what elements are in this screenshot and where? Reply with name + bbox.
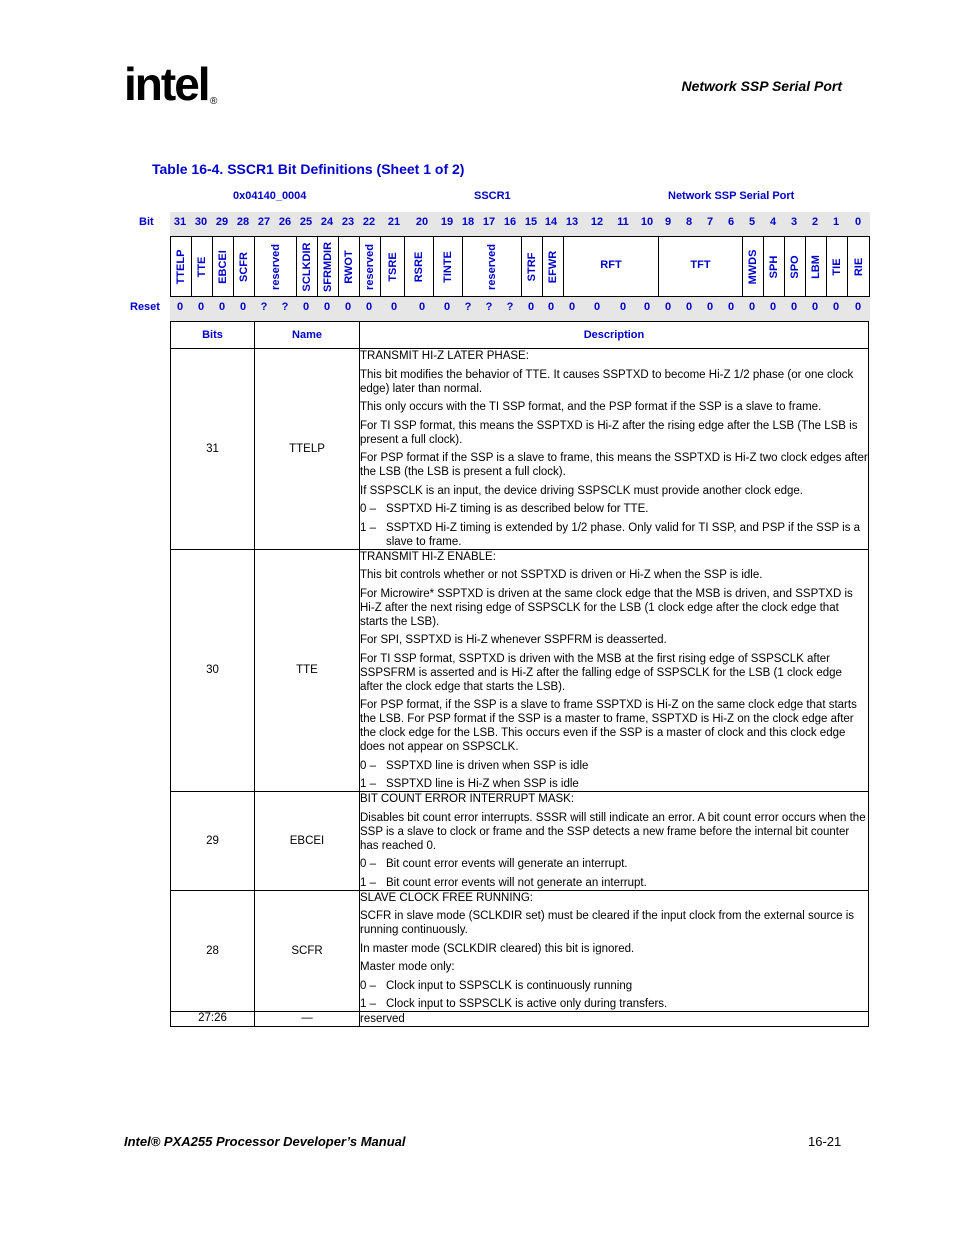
description-paragraph: reserved (360, 1013, 405, 1025)
option-line (360, 857, 868, 871)
description-paragraph: If SSPSCLK is an input, the device driving SSPSCLK must provide another clock edge. (360, 484, 803, 497)
description-paragraph: SLAVE CLOCK FREE RUNNING: (360, 891, 533, 904)
bit-number: 13 (565, 216, 579, 228)
reset-value: 0 (811, 301, 819, 313)
description-paragraph: TRANSMIT HI-Z LATER PHASE: (360, 350, 529, 362)
field-name: RSRE (413, 251, 425, 282)
field-name: EFWR (547, 250, 559, 283)
reset-value: ? (281, 301, 289, 313)
field-cell (848, 237, 869, 296)
table-row (171, 792, 869, 891)
bit-number: 2 (811, 216, 819, 228)
bit-number: 22 (362, 216, 376, 228)
option-key: 1 – (360, 876, 376, 889)
field-name: SCLKDIR (301, 242, 313, 291)
option-line (360, 979, 868, 993)
field-cell (255, 237, 297, 296)
reset-value: 0 (619, 301, 627, 313)
row-bits: 28 (171, 890, 255, 1012)
col-description: Description (360, 322, 869, 349)
option-text: Bit count error events will not generate an interrupt. (386, 876, 647, 889)
reset-value: 0 (443, 301, 451, 313)
field-cell (381, 237, 405, 296)
bit-number: 10 (640, 216, 654, 228)
reset-value: 0 (547, 301, 555, 313)
description-paragraph: For PSP format if the SSP is a slave to frame, this means the SSPTXD is Hi-Z two clock edges after the LSB (the LSB is present a full clock). (360, 452, 868, 478)
field-name: STRF (526, 252, 538, 281)
field-cell (764, 237, 785, 296)
field-cell (434, 237, 463, 296)
reset-value: 0 (365, 301, 373, 313)
option-line (360, 997, 868, 1011)
field-cell (659, 237, 743, 296)
bit-number: 27 (257, 216, 271, 228)
bit-number: 21 (387, 216, 401, 228)
field-name: SPH (768, 255, 780, 278)
description-paragraph: TRANSMIT HI-Z ENABLE: (360, 550, 496, 563)
bit-number: 14 (544, 216, 558, 228)
reset-value-band (170, 297, 870, 321)
reset-value: 0 (664, 301, 672, 313)
table-row (171, 549, 869, 792)
reset-value: 0 (239, 301, 247, 313)
option-line (360, 521, 868, 549)
reset-value: 0 (854, 301, 862, 313)
row-bits: 29 (171, 792, 255, 891)
table-row (171, 1012, 869, 1027)
bit-number: 5 (748, 216, 756, 228)
reset-label: Reset (130, 301, 160, 313)
reset-value: ? (260, 301, 268, 313)
bit-number: 31 (173, 216, 187, 228)
field-name: reserved (269, 243, 282, 290)
reset-value: 0 (527, 301, 535, 313)
reset-value: ? (506, 301, 514, 313)
bit-number: 3 (790, 216, 798, 228)
reset-value: 0 (790, 301, 798, 313)
description-paragraph: Disables bit count error interrupts. SSSR will still indicate an error. A bit count error occurs when the SSP is a slave to clock or frame and the SSP detects a new frame before the internal bit counter has reached 0. (360, 811, 866, 852)
field-name: LBM (810, 254, 822, 279)
row-bits: 27:26 (171, 1012, 255, 1027)
register-address: 0x04140_0004 (233, 190, 307, 202)
field-name: TTE (196, 256, 208, 277)
bit-number: 4 (769, 216, 777, 228)
field-name: reserved (364, 243, 376, 290)
option-key: 0 – (360, 759, 376, 772)
bit-number: 0 (854, 216, 862, 228)
bit-label: Bit (139, 216, 154, 228)
field-name: TINTE (442, 250, 454, 283)
field-cell (360, 237, 381, 296)
reset-value: 0 (390, 301, 398, 313)
option-line (360, 876, 868, 890)
bit-number: 28 (236, 216, 250, 228)
bit-number: 1 (832, 216, 840, 228)
field-cell (743, 237, 764, 296)
register-name: SSCR1 (474, 190, 511, 202)
svg-text:®: ® (210, 96, 218, 107)
description-paragraph: This bit modifies the behavior of TTE. It causes SSPTXD to become Hi-Z 1/2 phase (or one clock edge) later than normal. (360, 368, 854, 395)
row-description (360, 1012, 869, 1027)
svg-text:intel: intel (124, 58, 209, 110)
intel-logo (124, 58, 224, 123)
intel-logo-graphic (124, 58, 224, 118)
row-bits: 31 (171, 349, 255, 550)
reset-value: 0 (748, 301, 756, 313)
field-name: RIE (852, 257, 865, 276)
bit-number-band (170, 212, 870, 236)
reset-value: 0 (218, 301, 226, 313)
bit-number: 23 (341, 216, 355, 228)
bit-number: 11 (617, 216, 629, 228)
bit-number: 17 (482, 216, 496, 228)
reset-value: 0 (643, 301, 651, 313)
bit-number: 25 (299, 216, 313, 228)
option-line (360, 777, 868, 791)
option-key: 1 – (360, 521, 376, 534)
row-name: SCFR (255, 890, 360, 1012)
description-paragraph: This only occurs with the TI SSP format, and the PSP format if the SSP is a slave to frame. (360, 401, 822, 413)
bit-number: 18 (461, 216, 475, 228)
description-paragraph: In master mode (SCLKDIR cleared) this bit is ignored. (360, 942, 635, 955)
field-cell (463, 237, 522, 296)
col-bits: Bits (171, 322, 255, 349)
option-key: 0 – (360, 979, 376, 992)
description-paragraph: This bit controls whether or not SSPTXD is driven or Hi-Z when the SSP is idle. (360, 569, 763, 581)
option-key: 1 – (360, 998, 376, 1010)
field-name: SPO (789, 254, 801, 279)
row-description (360, 792, 869, 891)
reset-value: 0 (418, 301, 426, 313)
option-key: 0 – (360, 503, 376, 515)
field-name: TSRE (386, 251, 399, 282)
field-name: MWDS (747, 249, 759, 284)
field-cell (339, 237, 360, 296)
reset-value: 0 (727, 301, 735, 313)
field-name: TIE (831, 257, 843, 276)
row-description (360, 349, 869, 550)
option-text: SSPTXD line is Hi-Z when SSP is idle (386, 778, 579, 790)
description-paragraph: BIT COUNT ERROR INTERRUPT MASK: (360, 793, 575, 805)
option-text: SSPTXD Hi-Z timing is extended by 1/2 phase. Only valid for TI SSP, and PSP if the SSP is a slave to frame. (386, 521, 861, 548)
bit-number-row (130, 212, 870, 236)
table-title: Table 16-4. SSCR1 Bit Definitions (Sheet 1 of 2) (152, 161, 465, 177)
field-name: SCFR (238, 251, 250, 282)
section-title: Network SSP Serial Port (681, 78, 842, 94)
option-text: Clock input to SSPSCLK is active only during transfers. (386, 998, 668, 1010)
field-cell (213, 237, 234, 296)
row-description (360, 890, 869, 1012)
row-name: TTE (255, 549, 360, 792)
description-paragraph: Master mode only: (360, 961, 455, 973)
bit-number: 7 (706, 216, 714, 228)
field-cell (543, 237, 564, 296)
option-text: SSPTXD Hi-Z timing is as described below for TTE. (386, 503, 649, 515)
field-name: RFT (600, 259, 622, 271)
option-text: Bit count error events will generate an interrupt. (386, 858, 628, 870)
reset-value: 0 (593, 301, 601, 313)
manual-title: Intel® PXA255 Processor Developer’s Manual (124, 1134, 406, 1149)
reset-value: ? (485, 301, 493, 313)
table-row (171, 890, 869, 1012)
option-key: 0 – (360, 858, 376, 870)
option-line (360, 502, 868, 516)
field-cell (405, 237, 434, 296)
bit-number: 15 (524, 216, 538, 228)
field-name: TFT (690, 259, 711, 271)
bit-number: 19 (440, 216, 454, 228)
reset-value: 0 (685, 301, 693, 313)
description-paragraph: For Microwire* SSPTXD is driven at the same clock edge that the MSB is driven, and SSPTXD is Hi-Z after the next rising edge of SSPSCLK for the LSB (1 clock edge after the clock edge that starts the LSB). (360, 587, 853, 628)
bit-number: 26 (278, 216, 292, 228)
reset-value: 0 (832, 301, 840, 313)
bit-number: 29 (215, 216, 229, 228)
option-line (360, 759, 868, 773)
description-paragraph: For SPI, SSPTXD is Hi-Z whenever SSPFRM is deasserted. (360, 634, 667, 646)
field-name: SFRMDIR (322, 241, 334, 292)
row-name: TTELP (255, 349, 360, 550)
field-cell (827, 237, 848, 296)
option-text: SSPTXD line is driven when SSP is idle (386, 759, 589, 772)
bit-number: 16 (503, 216, 517, 228)
reset-value: 0 (706, 301, 714, 313)
page-number: 16-21 (808, 1134, 842, 1149)
reset-value: 0 (769, 301, 777, 313)
field-name: EBCEI (217, 249, 229, 284)
register-unit: Network SSP Serial Port (668, 190, 795, 202)
reset-value: 0 (568, 301, 576, 313)
field-name: TTELP (175, 249, 187, 284)
reset-value: ? (464, 301, 472, 313)
reset-value: 0 (323, 301, 331, 313)
reset-value: 0 (197, 301, 205, 313)
bit-number: 6 (727, 216, 735, 228)
row-name: — (255, 1012, 360, 1027)
option-text: Clock input to SSPSCLK is continuously running (386, 979, 633, 992)
field-cell (806, 237, 827, 296)
field-cell (522, 237, 543, 296)
table-row (171, 349, 869, 550)
field-cell (234, 237, 255, 296)
field-name: RWOT (343, 249, 355, 284)
reset-value: 0 (176, 301, 184, 313)
col-name: Name (255, 322, 360, 349)
description-paragraph: SCFR in slave mode (SCLKDIR set) must be cleared if the input clock from the external source is running continuously. (360, 910, 855, 936)
table-header-row (171, 322, 869, 349)
bit-number: 8 (685, 216, 693, 228)
field-cell (297, 237, 318, 296)
reset-row (130, 297, 870, 321)
bit-number: 20 (415, 216, 429, 228)
reset-value: 0 (302, 301, 310, 313)
bit-number: 30 (194, 216, 208, 228)
description-paragraph: For PSP format, if the SSP is a slave to frame SSPTXD is Hi-Z on the same clock edge that starts the LSB. For PSP format if the SSP is a master to frame, SSPTXD is Hi-Z on the clock edge after the clock edge for the LSB. This occurs even if the SSP is a master of clock and this clock edge does not appear on SSPSCLK. (360, 699, 857, 753)
field-cell (785, 237, 806, 296)
description-paragraph: For TI SSP format, this means the SSPTXD is Hi-Z after the rising edge after the LSB (The LSB is present a full clock). (360, 419, 858, 446)
field-cell (564, 237, 659, 296)
field-cell (171, 237, 192, 296)
bit-definition-table (170, 321, 869, 1027)
field-name: reserved (486, 243, 498, 290)
field-name-row (170, 236, 870, 297)
row-description (360, 549, 869, 792)
option-key: 1 – (360, 778, 376, 790)
bit-number: 12 (590, 216, 604, 228)
description-paragraph: For TI SSP format, SSPTXD is driven with the MSB at the first rising edge of SSPSCLK after SSPSFRM is asserted and is Hi-Z after the falling edge of SSPSCLK for the LSB (1 clock edge after the clock edge that starts the LSB). (360, 652, 842, 693)
row-name: EBCEI (255, 792, 360, 891)
reset-value: 0 (344, 301, 352, 313)
field-cell (192, 237, 213, 296)
row-bits: 30 (171, 549, 255, 792)
bit-number: 24 (320, 216, 334, 228)
bit-number: 9 (664, 216, 672, 228)
field-cell (318, 237, 339, 296)
